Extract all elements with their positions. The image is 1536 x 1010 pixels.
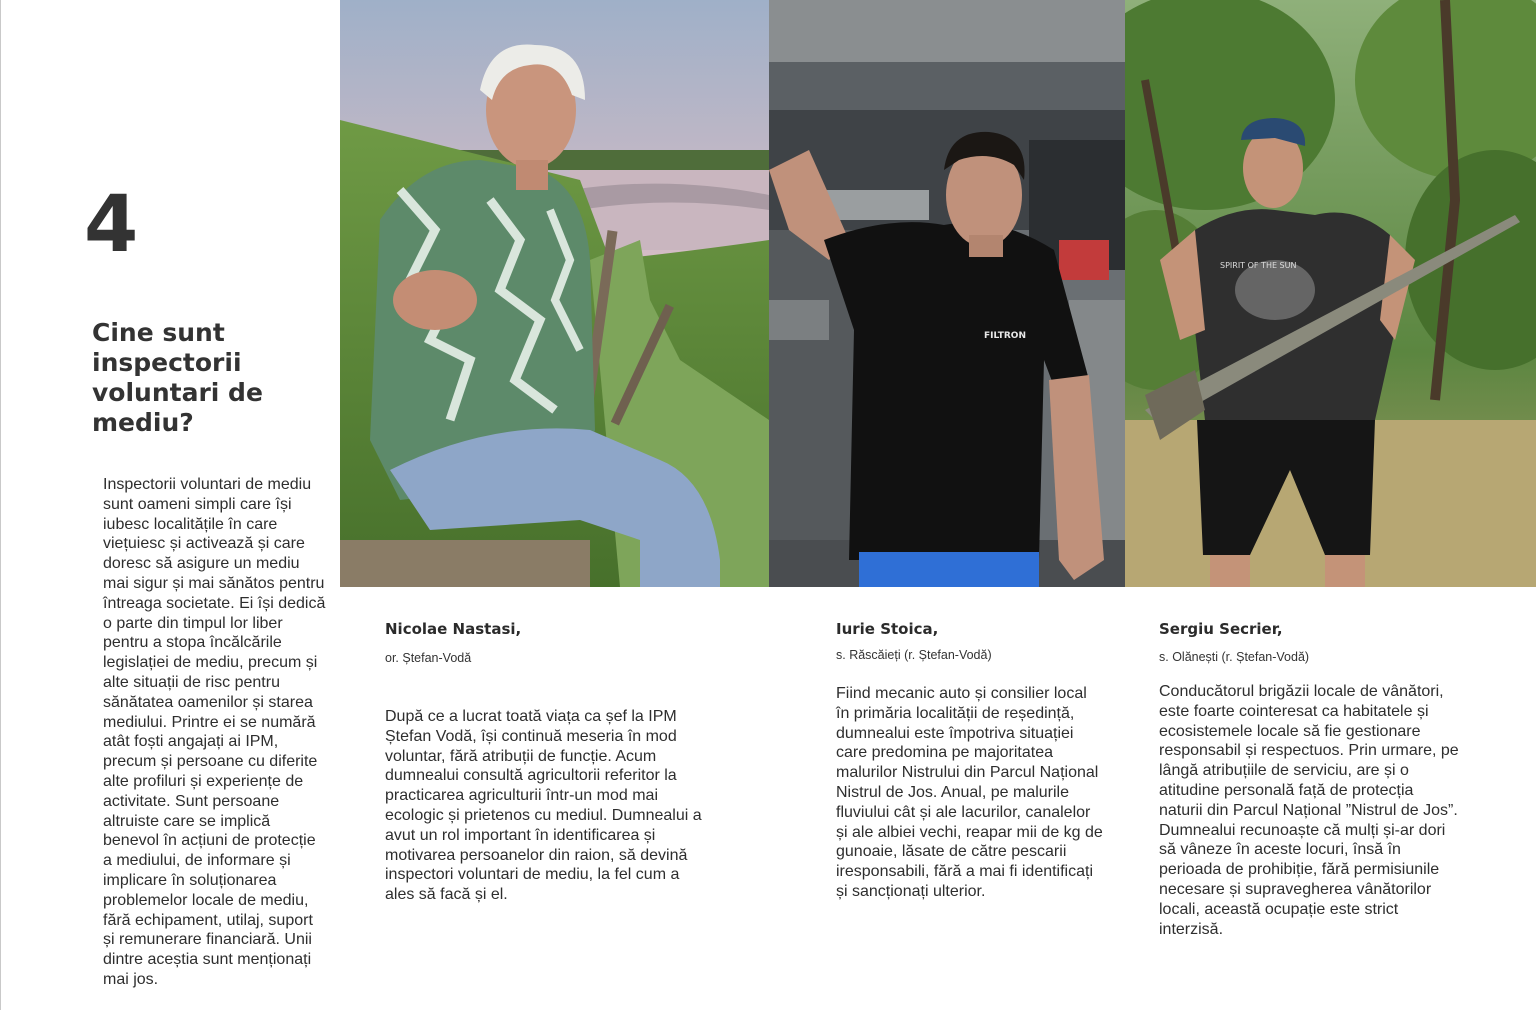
shirt-print: SPIRIT OF THE SUN <box>1220 261 1297 270</box>
person-name: Iurie Stoica, <box>836 620 939 638</box>
section-number: 4 <box>84 180 137 270</box>
photo-nicolae-nastasi <box>340 0 769 587</box>
person-location: s. Olănești (r. Ștefan-Vodă) <box>1159 650 1310 664</box>
intro-paragraph: Inspectorii voluntari de mediu sunt oameni simpli care își iubesc localitățile în care viețuiesc și activează și care doresc să asigure un mediu mai sigur și mai sănătos pentru întreaga societate. Ei își dedică o parte din timpul lor liber pentru a stopa încălcările legislației de mediu, precum și alte situații de risc pentru sănătatea oamenilor și starea mediului. Printre ei se numără atât foști angajați ai IPM, precum și persoane cu diferite alte profiluri și experiențe de activitate. Sunt persoane altruiste care se implică benevol în acțiuni de protecție a mediului, de informare și implicare în soluționarea problemelor locale de mediu, fără echipament, utilaj, suport și remunerare financiară. Unii dintre aceștia sunt menționați mai jos. <box>103 476 326 988</box>
shirt-logo: FILTRON <box>984 331 1026 341</box>
page-edge-line <box>0 0 1 1010</box>
person-location: or. Ștefan-Vodă <box>385 651 472 665</box>
person-bio: După ce a lucrat toată viața ca șef la IPM Ștefan Vodă, își continuă meseria în mod voluntar, fără atribuții de funcție. Acum dumnealui consultă agricultorii referitor la practicarea agriculturii într-un mod mai ecologic și prietenos cu mediul. Dumnealui a avut un rol important în identificarea și motivarea persoanelor din raion, să devină inspectori voluntari de mediu, la fel cum a ales să facă și el. <box>385 708 702 904</box>
person-location: s. Răscăieți (r. Ștefan-Vodă) <box>836 648 992 662</box>
photo-sergiu-secrier <box>1125 0 1536 587</box>
photo-iurie-stoica <box>769 0 1125 587</box>
person-bio: Conducătorul brigăzii locale de vânători, este foarte cointeresat ca habitatele și ecosistemele locale să fie gestionare responsabil și respectuos. Prin urmare, pe lângă atribuțiile de serviciu, are și o atitudine personală față de protecția naturii din Parcul Național ”Nistrul de Jos”. Dumnealui recunoaște că mulți și-ar dori să vâneze în aceste locuri, însă în perioada de prohibiție, fără permisiunile necesare și supravegherea vânătorilor locali, această ocupație este strict interzisă. <box>1159 683 1459 938</box>
person-bio: Fiind mecanic auto și consilier local în primăria localității de reședință, dumnealui este împotriva situației care predomina pe majoritatea malurilor Nistrului din Parcul Național Nistrul de Jos. Anual, pe malurile fluviului cât și ale lacurilor, canalelor și ale albiei vechi, reapar mii de kg de gunoaie, lăsate de către pescarii iresponsabili, fără a mai fi identificați și sancționați ulterior. <box>836 685 1103 900</box>
person-name: Nicolae Nastasi, <box>385 620 522 638</box>
section-title: Cine sunt inspectorii voluntari de mediu? <box>92 318 263 437</box>
person-name: Sergiu Secrier, <box>1159 620 1283 638</box>
